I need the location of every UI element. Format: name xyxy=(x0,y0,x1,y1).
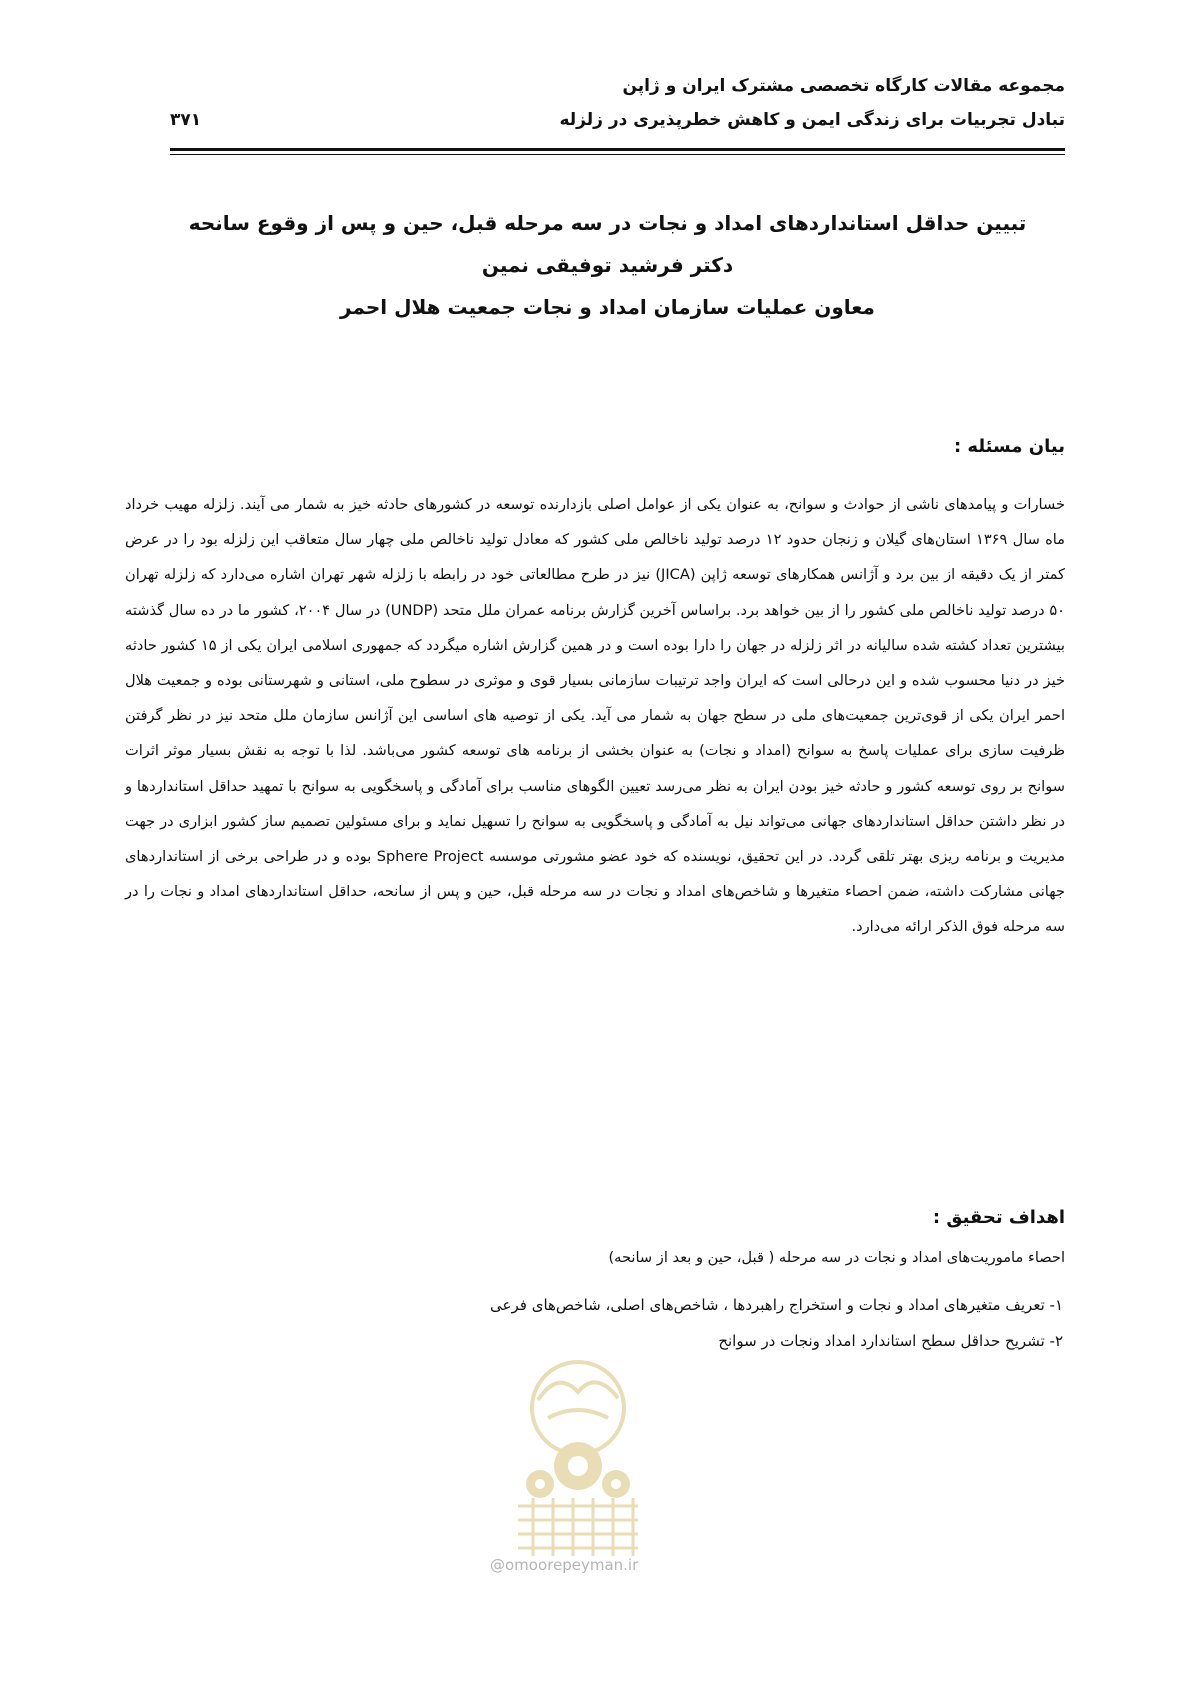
author-name: دکتر فرشید توفیقی نمین xyxy=(481,253,734,277)
header-divider-thin xyxy=(170,154,1065,155)
header-divider xyxy=(170,148,1065,151)
series-title: مجموعه مقالات کارگاه تخصصی مشترک ایران و ژاپن xyxy=(622,76,1065,96)
article-title-block xyxy=(150,204,1065,326)
goals-intro: احصاء ماموریت‌های امداد و نجات در سه مرحله ( قبل، حین و بعد از سانحه) xyxy=(608,1249,1065,1266)
page-number: ۳۷۱ xyxy=(170,110,202,130)
problem-paragraph: خسارات و پیامدهای ناشی از حوادث و سوانح، به عنوان یکی از عوامل اصلی بازدارنده توسعه در کشورهای حادثه خیز به شمار می آیند. زلزله مهیب خرداد ماه سال ۱۳۶۹ استان‌های گیلان و زنجان حدود ۱۲ درصد تولید ناخالص ملی کشور که معادل تولید ناخالص ملی چهار سال متعاقب این زلزله بود را در عرض کمتر از یک دقیقه از بین برد و آژانس همکارهای توسعه ژاپن (JICA) نیز در طرح مطالعاتی خود در رابطه با زلزله شهر تهران اشاره می‌دارد که زلزله تهران ۵۰ درصد تولید ناخالص ملی کشور را از بین خواهد برد. براساس آخرین گزارش برنامه عمران ملل متحد (UNDP) در سال ۲۰۰۴، کشور ما در ده سال گذشته بیشترین تعداد کشته شده سالیانه در اثر زلزله در جهان را دارا بوده است و در همین گزارش اشاره میگردد که جمهوری اسلامی ایران یکی از ۱۵ کشور حادثه خیز در دنیا محسوب شده و این درحالی است که ایران واجد ترتیبات سازمانی بسیار قوی و موثری در سطوح ملی، استانی و شهرستانی بوده و جمعیت هلال احمر ایران یکی از قوی‌ترین جمعیت‌های ملی در سطح جهان به شمار می آید. یکی از توصیه های اساسی این آژانس سازمان ملل متحد نیز در نظر گرفتن ظرفیت سازی برای عملیات پاسخ به سوانح (امداد و نجات) به عنوان بخشی از برنامه های توسعه کشور می‌باشد. لذا با توجه به نقش بسیار موثر اثرات سوانح بر روی توسعه کشور و حادثه خیز بودن ایران به نظر می‌رسد تعیین الگوهای مناسب برای آمادگی و پاسخگویی به سوانح با تمهید حداقل استانداردها و در نظر داشتن حداقل استانداردهای جهانی می‌تواند نیل به آمادگی و پاسخگویی به سوانح را تسهیل نماید و برای مسئولین تصمیم ساز کشور ابزاری در جهت مدیریت و برنامه ریزی بهتر تلقی گردد. در این تحقیق، نویسنده که خود عضو مشورتی موسسه Sphere Project بوده و در طراحی برخی از استانداردهای جهانی مشارکت داشته، ضمن احصاء متغیرها و شاخص‌های امداد و نجات در سه مرحله قبل، حین و پس از سانحه، حداقل استانداردهای امداد و نجات را در سه مرحله فوق الذکر ارائه می‌دارد. xyxy=(125,496,1065,936)
goal-item: ۲- تشریح حداقل سطح استاندارد امداد ونجات در سوانح xyxy=(718,1332,1063,1350)
author-affiliation: معاون عملیات سازمان امداد و نجات جمعیت هلال احمر xyxy=(340,295,875,319)
series-subtitle: تبادل تجربیات برای زندگی ایمن و کاهش خطرپذیری در زلزله xyxy=(559,110,1065,130)
section-heading-goals: اهداف تحقیق : xyxy=(932,1207,1065,1228)
running-header xyxy=(170,64,1065,148)
section-heading-problem: بیان مسئله : xyxy=(953,436,1065,457)
article-title: تبیین حداقل استانداردهای امداد و نجات در سه مرحله قبل، حین و پس از وقوع سانحه xyxy=(188,211,1027,235)
goal-item: ۱- تعریف متغیرهای امداد و نجات و استخراج راهبردها ، شاخص‌های اصلی، شاخص‌های فرعی xyxy=(490,1296,1063,1314)
watermark-url: @omoorepeyman.ir xyxy=(490,1556,639,1574)
seal-logo-icon xyxy=(478,1348,678,1568)
